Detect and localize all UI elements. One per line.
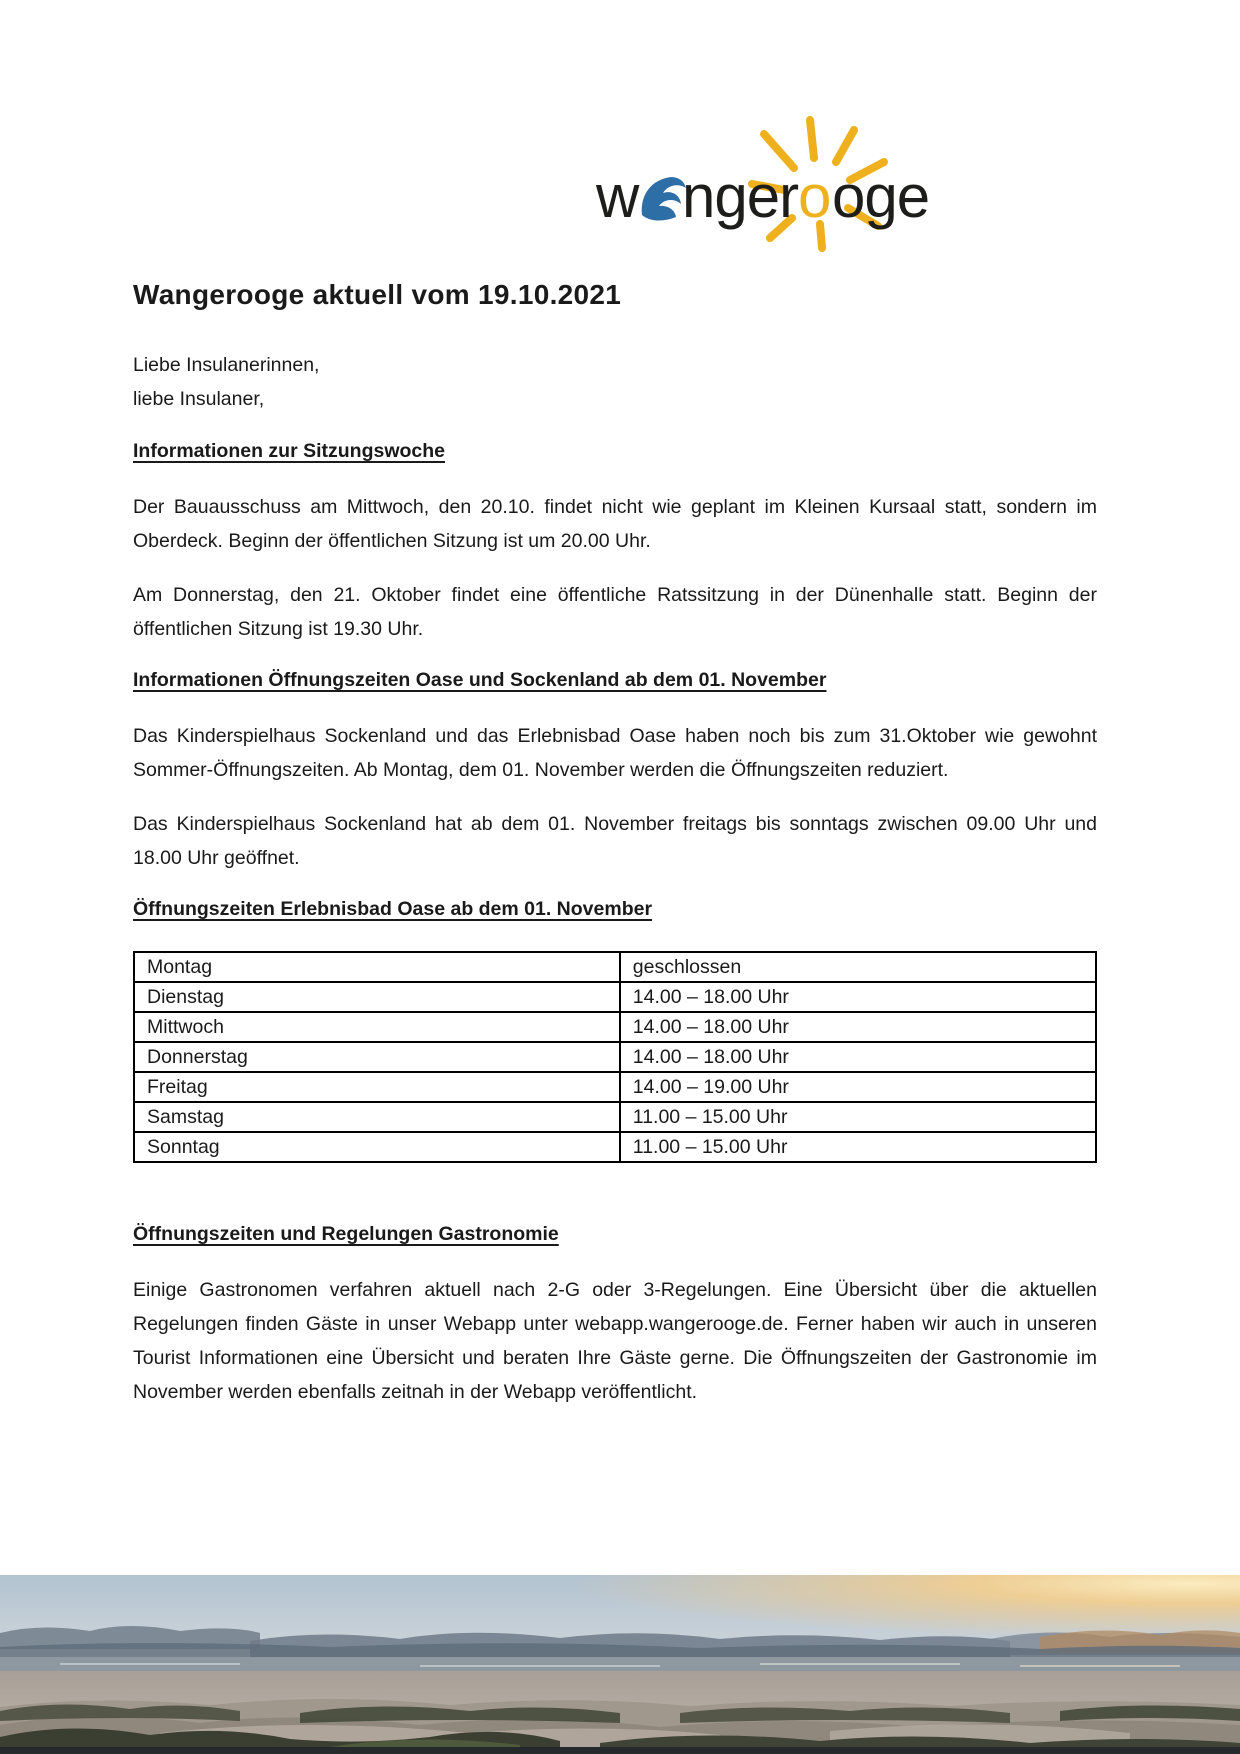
salutation-line-1: Liebe Insulanerinnen,	[133, 354, 320, 376]
logo-word-start: w	[596, 163, 639, 230]
section-heading-gastronomie	[133, 1221, 1097, 1248]
document-body	[133, 278, 1097, 1429]
table-row	[134, 1102, 1096, 1132]
section-heading-oase-hours	[133, 896, 1097, 923]
logo-word-mid: nger	[682, 163, 799, 230]
page-title: Wangerooge aktuell vom 19.10.2021	[133, 279, 622, 310]
paragraph-sockenland-zeiten: Das Kinderspielhaus Sockenland hat ab dem 01. November freitags bis sonntags zwischen 09.00 Uhr und 18.00 Uhr geöffnet.	[133, 813, 1097, 869]
logo-word-end: oge	[832, 163, 930, 230]
table-row	[134, 1012, 1096, 1042]
day-cell: Sonntag	[134, 1132, 620, 1162]
table-row	[134, 952, 1096, 982]
day-cell: Dienstag	[134, 982, 620, 1012]
section-heading-sitzungswoche-text: Informationen zur Sitzungswoche	[133, 440, 446, 462]
section-heading-sitzungswoche	[133, 438, 1097, 465]
paragraph-ratssitzung: Am Donnerstag, den 21. Oktober findet eine öffentliche Ratssitzung in der Dünenhalle statt. Beginn der öffentlichen Sitzung ist 19.30 Uhr.	[133, 584, 1097, 640]
table-row	[134, 1072, 1096, 1102]
paragraph-oeffnungszeiten-reduziert: Das Kinderspielhaus Sockenland und das Erlebnisbad Oase haben noch bis zum 31.Oktober wie gewohnt Sommer-Öffnungszeiten. Ab Montag, dem 01. November werden die Öffnungszeiten reduziert.	[133, 725, 1097, 781]
day-cell: Mittwoch	[134, 1012, 620, 1042]
section-heading-gastronomie-text: Öffnungszeiten und Regelungen Gastronomie	[133, 1223, 559, 1245]
hours-cell: 11.00 – 15.00 Uhr	[620, 1132, 1096, 1162]
day-cell: Montag	[134, 952, 620, 982]
day-cell: Freitag	[134, 1072, 620, 1102]
salutation	[133, 348, 1097, 416]
hours-cell: 11.00 – 15.00 Uhr	[620, 1102, 1096, 1132]
section-heading-oase-hours-text: Öffnungszeiten Erlebnisbad Oase ab dem 01. November	[133, 898, 653, 920]
salutation-line-2: liebe Insulaner,	[133, 388, 265, 410]
logo-graphic	[592, 112, 942, 252]
table-row	[134, 1042, 1096, 1072]
section-heading-oase-sockenland-text: Informationen Öffnungszeiten Oase und Sockenland ab dem 01. November	[133, 669, 827, 691]
day-cell: Donnerstag	[134, 1042, 620, 1072]
logo-sun-letter: o	[798, 163, 831, 230]
paragraph-gastronomie: Einige Gastronomen verfahren aktuell nach 2-G oder 3-Regelungen. Eine Übersicht über die aktuellen Regelungen finden Gäste in unser Webapp unter webapp.wangerooge.de. Ferner haben wir auch in unseren Tourist Informationen eine Übersicht und beraten Ihre Gäste gerne. Die Öffnungszeiten der Gastronomie im November werden ebenfalls zeitnah in der Webapp veröffentlicht.	[133, 1279, 1097, 1403]
photo-bottom-strip	[0, 1747, 1240, 1754]
beach-panorama-image	[0, 1575, 1240, 1754]
logo-wave-icon	[642, 177, 686, 220]
day-cell: Samstag	[134, 1102, 620, 1132]
hours-cell: 14.00 – 18.00 Uhr	[620, 1012, 1096, 1042]
hours-cell: geschlossen	[620, 952, 1096, 982]
footer-photo	[0, 1575, 1240, 1754]
hours-cell: 14.00 – 19.00 Uhr	[620, 1072, 1096, 1102]
section-heading-oase-sockenland	[133, 667, 1097, 694]
wangerooge-logo	[592, 112, 942, 252]
table-row	[134, 982, 1096, 1012]
opening-hours-table	[133, 951, 1097, 1163]
paragraph-bauausschuss: Der Bauausschuss am Mittwoch, den 20.10. findet nicht wie geplant im Kleinen Kursaal statt, sondern im Oberdeck. Beginn der öffentlichen Sitzung ist um 20.00 Uhr.	[133, 496, 1097, 552]
hours-cell: 14.00 – 18.00 Uhr	[620, 982, 1096, 1012]
hours-cell: 14.00 – 18.00 Uhr	[620, 1042, 1096, 1072]
table-row	[134, 1132, 1096, 1162]
